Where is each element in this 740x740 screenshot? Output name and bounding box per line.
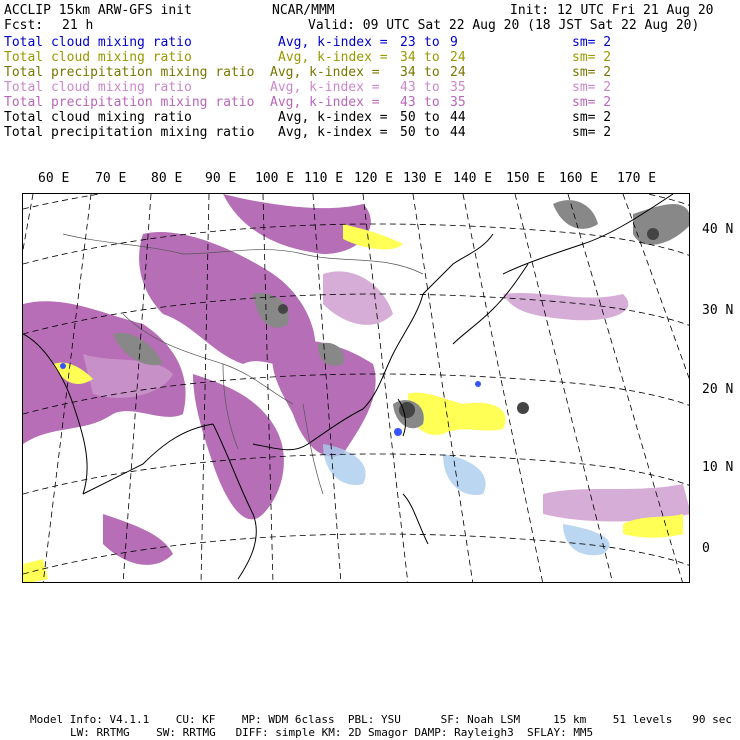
field-k-from: 34 [400,50,416,65]
lat-label: 0 [702,541,710,556]
field-sm: sm= 2 [572,50,612,65]
lon-label: 130 E [403,171,443,186]
fcst-label: Fcst: [4,18,44,33]
field-k-to: 35 [450,95,466,110]
field-avg: Avg, k-index = [278,110,388,125]
lon-label: 100 E [255,171,295,186]
field-name: Total cloud mixing ratio [4,35,192,50]
field-avg: Avg, k-index = [278,50,388,65]
model-info-line1: Model Info: V4.1.1 CU: KF MP: WDM 6class PBL: YSU SF: Noah LSM 15 km 51 levels 90 sec [30,713,732,726]
field-to: to [424,80,440,95]
field-to: to [424,95,440,110]
field-avg: Avg, k-index = [270,65,380,80]
center-label: NCAR/MMM [272,3,335,18]
field-k-to: 24 [450,50,466,65]
lon-label: 70 E [95,171,127,186]
map-canvas [23,194,690,583]
lon-label: 160 E [559,171,599,186]
model-info-line2: LW: RRTMG SW: RRTMG DIFF: simple KM: 2D Smagor DAMP: Rayleigh3 SFLAY: MM5 [70,726,594,739]
lon-label: 90 E [205,171,237,186]
field-k-to: 9 [450,35,458,50]
field-to: to [424,110,440,125]
title: ACCLIP 15km ARW-GFS init [4,3,192,18]
field-sm: sm= 2 [572,125,612,140]
field-sm: sm= 2 [572,80,612,95]
field-avg: Avg, k-index = [278,125,388,140]
lon-label: 120 E [354,171,394,186]
lon-label: 170 E [617,171,657,186]
field-k-to: 44 [450,110,466,125]
field-name: Total precipitation mixing ratio [4,95,255,110]
field-to: to [424,50,440,65]
field-k-from: 43 [400,95,416,110]
field-avg: Avg, k-index = [270,95,380,110]
lon-label: 60 E [38,171,70,186]
field-name: Total cloud mixing ratio [4,50,192,65]
lon-label: 110 E [304,171,344,186]
lat-label: 40 N [702,222,734,237]
lon-label: 140 E [453,171,493,186]
field-k-to: 44 [450,125,466,140]
field-sm: sm= 2 [572,65,612,80]
field-sm: sm= 2 [572,110,612,125]
field-name: Total precipitation mixing ratio [4,125,255,140]
field-k-from: 23 [400,35,416,50]
field-k-from: 50 [400,110,416,125]
field-sm: sm= 2 [572,35,612,50]
map-panel [22,193,690,583]
field-name: Total cloud mixing ratio [4,80,192,95]
fcst-value: 21 h [62,18,94,33]
field-to: to [424,35,440,50]
lon-label: 150 E [506,171,546,186]
lat-label: 30 N [702,303,734,318]
init-time: Init: 12 UTC Fri 21 Aug 20 [510,3,714,18]
field-k-from: 34 [400,65,416,80]
field-k-from: 50 [400,125,416,140]
valid-time: Valid: 09 UTC Sat 22 Aug 20 (18 JST Sat 22 Aug 20) [308,18,700,33]
field-to: to [424,65,440,80]
lon-label: 80 E [151,171,183,186]
field-name: Total cloud mixing ratio [4,110,192,125]
field-k-from: 43 [400,80,416,95]
field-to: to [424,125,440,140]
lat-label: 20 N [702,382,734,397]
field-k-to: 24 [450,65,466,80]
field-name: Total precipitation mixing ratio [4,65,255,80]
field-avg: Avg, k-index = [278,35,388,50]
field-sm: sm= 2 [572,95,612,110]
field-k-to: 35 [450,80,466,95]
lat-label: 10 N [702,460,734,475]
field-avg: Avg, k-index = [270,80,380,95]
